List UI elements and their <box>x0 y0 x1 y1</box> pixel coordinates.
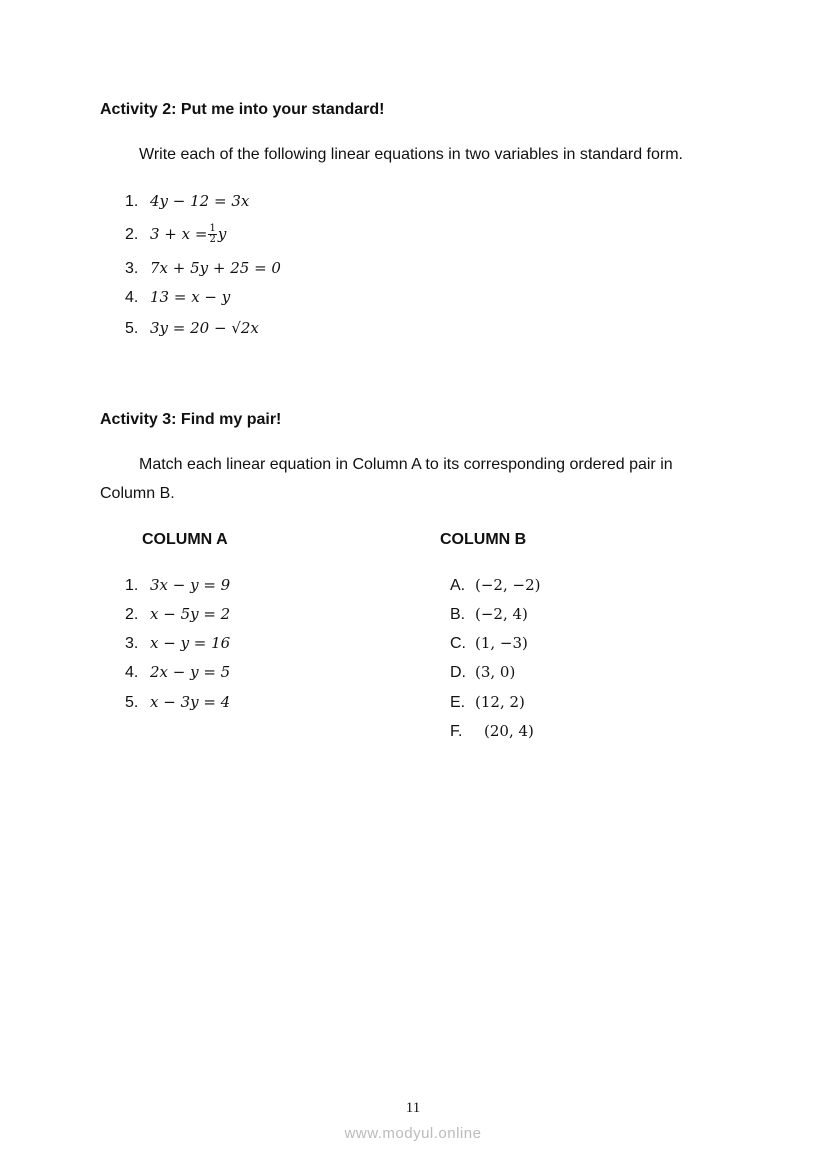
list-item: 5. 3y = 20 − √2x <box>125 319 259 337</box>
column-b-item: C. (1, −3) <box>450 634 528 652</box>
column-b-header: COLUMN B <box>440 531 527 548</box>
activity3-title: Activity 3: Find my pair! <box>100 411 282 428</box>
column-a-item: 5. x − 3y = 4 <box>125 693 231 711</box>
page-number: 11 <box>405 1100 421 1116</box>
activity2-title: Activity 2: Put me into your standard! <box>100 101 385 118</box>
column-a-header: COLUMN A <box>142 531 228 548</box>
column-a-item: 2. x − 5y = 2 <box>125 605 231 623</box>
column-b-item: B. (−2, 4) <box>450 605 528 623</box>
column-a-item: 1. 3x − y = 9 <box>125 576 231 594</box>
activity3-instruction-line2: Column B. <box>100 485 175 502</box>
list-item: 1. 4y − 12 = 3x <box>125 192 250 210</box>
activity3-instruction-line1: Match each linear equation in Column A to its corresponding ordered pair in <box>139 456 673 473</box>
column-b-item: D. (3, 0) <box>450 663 516 681</box>
fraction: $\frac{1}{2}$ <box>209 223 216 246</box>
column-b-item: A. (−2, −2) <box>450 576 541 594</box>
column-a-item: 4. 2x − y = 5 <box>125 663 231 681</box>
list-item: 4. 13 = x − y <box>125 288 231 306</box>
list-item: 3. 7x + 5y + 25 = 0 <box>125 259 281 277</box>
list-item: 2. 3 + x = $\frac{1}{2}$ y <box>125 223 227 246</box>
activity2-instruction: Write each of the following linear equations in two variables in standard form. <box>139 146 683 163</box>
column-b-item: F. (20, 4) <box>450 722 534 740</box>
column-b-item: E. (12, 2) <box>450 693 525 711</box>
column-a-item: 3. x − y = 16 <box>125 634 231 652</box>
watermark: www.modyul.online <box>344 1125 482 1142</box>
